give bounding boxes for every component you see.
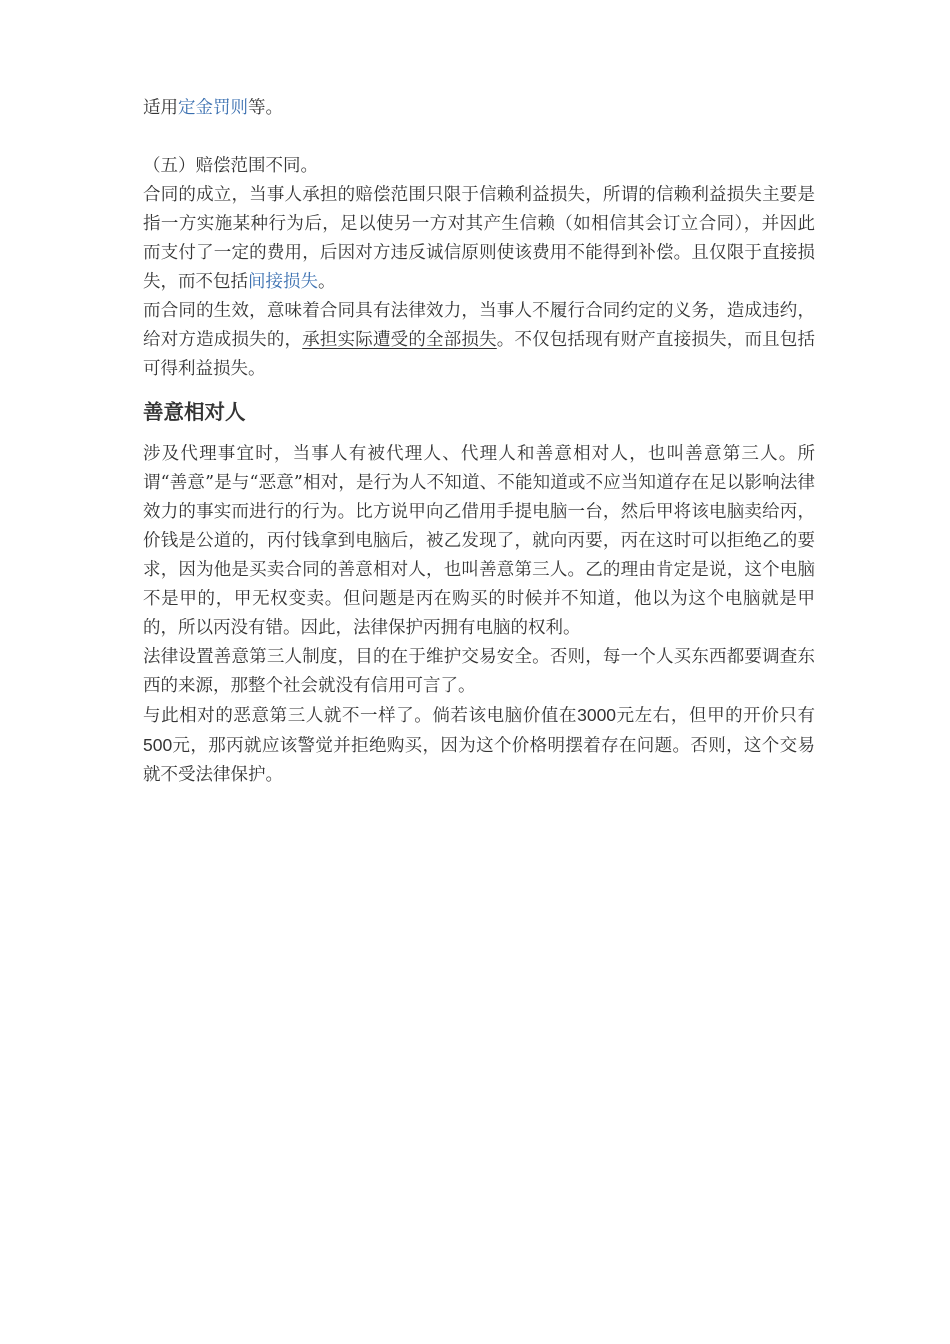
section-label-compensation-scope: （五）赔偿范围不同。 [143,156,318,176]
link-deposit-penalty-rule[interactable]: 定金罚则 [178,98,248,118]
paragraph-legal-purpose: 法律设置善意第三人制度，目的在于维护交易安全。否则，每一个人买东西都要调查东西的来源，那整个社会就没有信用可言了。 [143,647,815,696]
paragraph-text: 元，那丙就应该警觉并拒绝购买，因为这个价格明摆着存在问题。否则，这个交易就不受法律保护。 [143,736,815,785]
paragraph-malicious-third-party [143,701,815,790]
paragraph-contract-effect [143,297,815,384]
paragraph-text: 等。 [248,98,283,118]
paragraph-text: 与此相对的恶意第三人就不一样了。倘若该电脑价值在 [143,706,578,726]
heading-bona-fide-party: 善意相对人 [143,400,246,424]
document-body [143,94,815,790]
paragraph-gap [143,123,815,152]
paragraph-text: 而合同的生效，意味着合同具有法律效力，当事人不履行合同约定的义务，造成违约，给对方造成损失的， [143,301,815,350]
price-value-3000: 3000 [577,705,617,725]
paragraph-text: 合同的成立，当事人承担的赔偿范围只限于信赖利益损失，所谓的信赖利益损失主要是指一方实施某种行为后，足以使另一方对其产生信赖（如相信其会订立合同），并因此而支付了一定的费用，后因对方违反诚信原则使该费用不能得到补偿。且仅限于直接损失，而不包括 [143,185,815,292]
link-indirect-loss[interactable]: 间接损失 [248,272,318,292]
paragraph-contract-formation [143,181,815,297]
paragraph-text: 。 [318,272,336,292]
paragraph-text: 。不仅包括现有财产直接损失，而且包括可得利益损失。 [143,330,816,379]
paragraph-text: 适用 [143,98,178,118]
price-value-500: 500 [143,735,173,755]
underlined-text-full-loss: 承担实际遭受的全部损失 [302,330,497,350]
paragraph-text: 元左右，但甲的开价只有 [616,706,816,726]
paragraph-deposit-penalty [143,94,815,123]
paragraph-agency-explanation: 涉及代理事宜时，当事人有被代理人、代理人和善意相对人，也叫善意第三人。所谓“善意”是与“恶意”相对，是行为人不知道、不能知道或不应当知道存在足以影响法律效力的事实而进行的行为。比方说甲向乙借用手提电脑一台，然后甲将该电脑卖给丙，价钱是公道的，丙付钱拿到电脑后，被乙发现了，就向丙要，丙在这时可以拒绝乙的要求，因为他是买卖合同的善意相对人，也叫善意第三人。乙的理由肯定是说，这个电脑不是甲的，甲无权变卖。但问题是丙在购买的时候并不知道，他以为这个电脑就是甲的，所以丙没有错。因此，法律保护丙拥有电脑的权利。 [143,444,815,638]
